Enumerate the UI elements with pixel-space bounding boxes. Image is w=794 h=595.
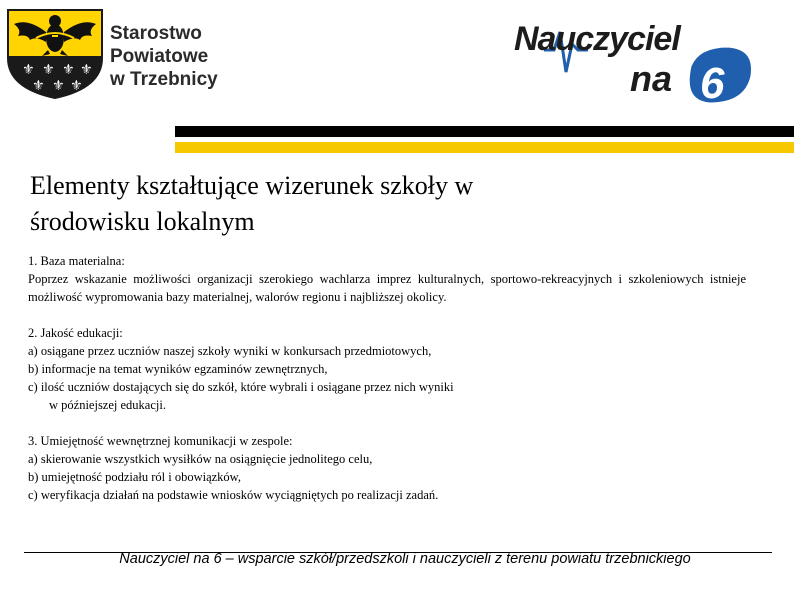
svg-text:⚜: ⚜ — [80, 62, 93, 78]
header-band-black — [175, 126, 794, 137]
list-item: a) skierowanie wszystkich wysiłków na osiągnięcie jednolitego celu, — [28, 452, 373, 466]
svg-text:⚜: ⚜ — [70, 78, 83, 94]
title-line-1: Elementy kształtujące wizerunek szkoły w — [30, 171, 474, 200]
svg-text:⚜: ⚜ — [22, 62, 35, 78]
logo-line-2: Powiatowe — [110, 46, 209, 67]
section-1-heading: 1. Baza materialna: — [28, 254, 125, 268]
starostwo-logo-text — [110, 22, 218, 91]
nauczyciel-na-6-logo — [514, 14, 764, 110]
logo-line-1: Starostwo — [110, 23, 202, 44]
title-line-2: środowisku lokalnym — [30, 207, 255, 236]
list-item-continuation: w późniejszej edukacji. — [49, 398, 166, 412]
svg-text:⚜: ⚜ — [32, 78, 45, 94]
slide-body — [28, 252, 746, 504]
svg-text:⚜: ⚜ — [52, 78, 65, 94]
logo-line-3: w Trzebnicy — [110, 69, 218, 90]
list-item: a) osiągane przez uczniów naszej szkoły wyniki w konkursach przedmiotowych, — [28, 344, 432, 358]
logo-word-na: na — [630, 58, 673, 99]
coat-of-arms-icon — [6, 8, 106, 100]
list-item: c) ilość uczniów dostających się do szkół, które wybrali i osiągane przez nich wyniki — [28, 380, 454, 394]
starostwo-logo — [6, 8, 226, 100]
section-2-heading: 2. Jakość edukacji: — [28, 326, 123, 340]
header-band-yellow — [175, 142, 794, 153]
svg-text:⚜: ⚜ — [62, 62, 75, 78]
section-1-text: Poprzez wskazanie możliwości organizacji szerokiego wachlarza imprez kulturalnych, sportowo-rekreacyjnych i szkoleniowych istnieje możliwość wypromowania bazy materialnej, walorów regionu i najbliższej okolicy. — [28, 272, 746, 304]
badge-number: 6 — [700, 59, 725, 108]
list-item: c) weryfikacja działań na podstawie wniosków wyciągniętych po realizacji zadań. — [28, 488, 439, 502]
footer-text: Nauczyciel na 6 – wsparcie szkół/przedszkoli i nauczycieli z terenu powiatu trzebnickiego — [119, 551, 691, 567]
list-item: b) umiejętność podziału ról i obowiązków, — [28, 470, 242, 484]
list-item: b) informacje na temat wyników egzaminów zewnętrznych, — [28, 362, 328, 376]
page-title — [30, 168, 730, 240]
svg-text:⚜: ⚜ — [42, 62, 55, 78]
section-3-heading: 3. Umiejętność wewnętrznej komunikacji w zespole: — [28, 434, 293, 448]
logo-word-nauczyciel: Nauczyciel — [514, 20, 680, 58]
